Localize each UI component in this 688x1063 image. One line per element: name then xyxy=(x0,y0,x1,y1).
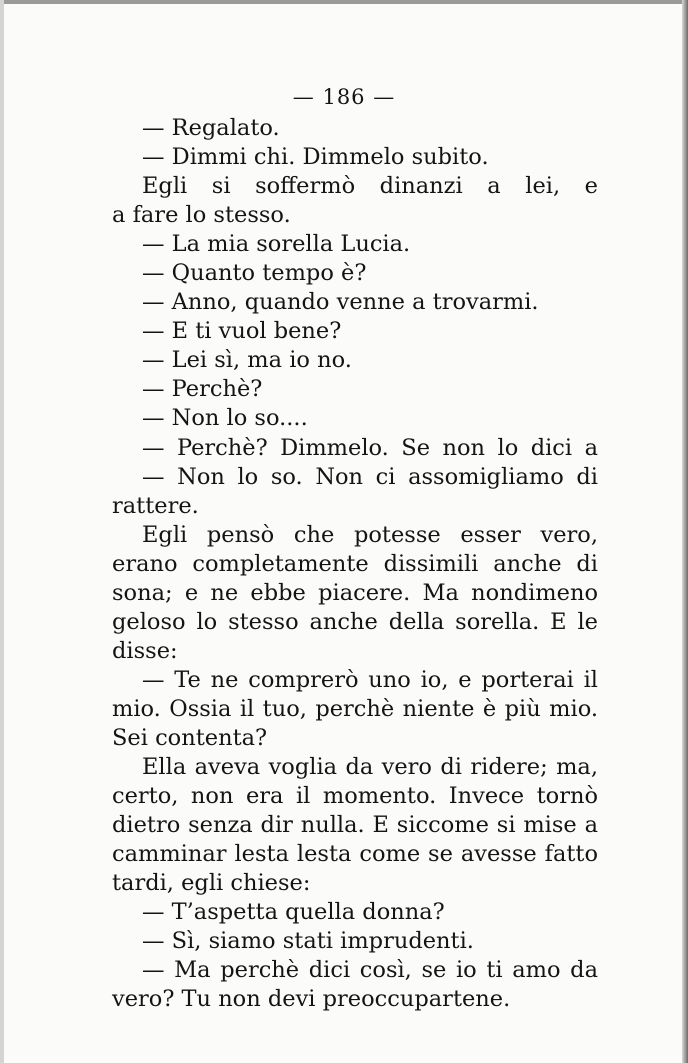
text-line: tardi, egli chiese: xyxy=(112,870,311,897)
text-line: vero? Tu non devi preoccupartene. xyxy=(112,986,511,1013)
text-line: — Lei sì, ma io no. xyxy=(142,347,352,374)
text-line: — Regalato. xyxy=(142,115,280,141)
text-line: rattere. xyxy=(112,492,199,519)
text-line: mio. Ossia il tuo, perchè niente è più mio. xyxy=(112,695,598,722)
text-line: Egli pensò che potesse esser vero, xyxy=(142,521,598,548)
text-line: — Perchè? xyxy=(142,376,263,403)
text-line: — Ma perchè dici così, se io ti amo da xyxy=(142,957,598,984)
text-line: certo, non era il momento. Invece tornò xyxy=(112,783,598,810)
text-line: — Te ne comprerò uno io, e porterai il xyxy=(142,666,598,693)
page-number: — 186 — xyxy=(292,85,396,109)
text-line: — T’aspetta quella donna? xyxy=(142,899,445,926)
text-line: — Quanto tempo è? xyxy=(142,260,367,287)
text-line: — Anno, quando venne a trovarmi. xyxy=(142,289,539,316)
text-line: — La mia sorella Lucia. xyxy=(142,231,411,258)
page-edge-top xyxy=(0,0,688,4)
text-line: Sei contenta? xyxy=(112,724,268,751)
text-line: dietro senza dir nulla. E siccome si mise a xyxy=(112,812,598,839)
text-line: geloso lo stesso anche della sorella. E le xyxy=(112,608,598,635)
text-line: — Non lo so. Non ci assomigliamo di xyxy=(142,463,598,490)
text-line: sona; e ne ebbe piacere. Ma nondimeno xyxy=(112,579,598,606)
text-line: — Non lo so.... xyxy=(142,405,308,432)
text-line: disse: xyxy=(112,637,178,664)
text-line: Egli si soffermò dinanzi a lei, e xyxy=(142,173,598,200)
page-body-text xyxy=(112,114,598,1014)
text-line: camminar lesta lesta come se avesse fatto xyxy=(112,841,598,868)
text-line: — Dimmi chi. Dimmelo subito. xyxy=(142,144,489,171)
text-line: — Perchè? Dimmelo. Se non lo dici a xyxy=(142,434,598,461)
text-line: Ella aveva voglia da vero di ridere; ma, xyxy=(142,754,598,781)
text-line: erano completamente dissimili anche di xyxy=(112,550,598,577)
text-line: — E ti vuol bene? xyxy=(142,318,342,345)
page-edge-right xyxy=(682,0,688,1063)
text-line: — Sì, siamo stati imprudenti. xyxy=(142,928,474,955)
page-edge-left xyxy=(0,0,4,1063)
text-line: a fare lo stesso. xyxy=(112,202,291,229)
